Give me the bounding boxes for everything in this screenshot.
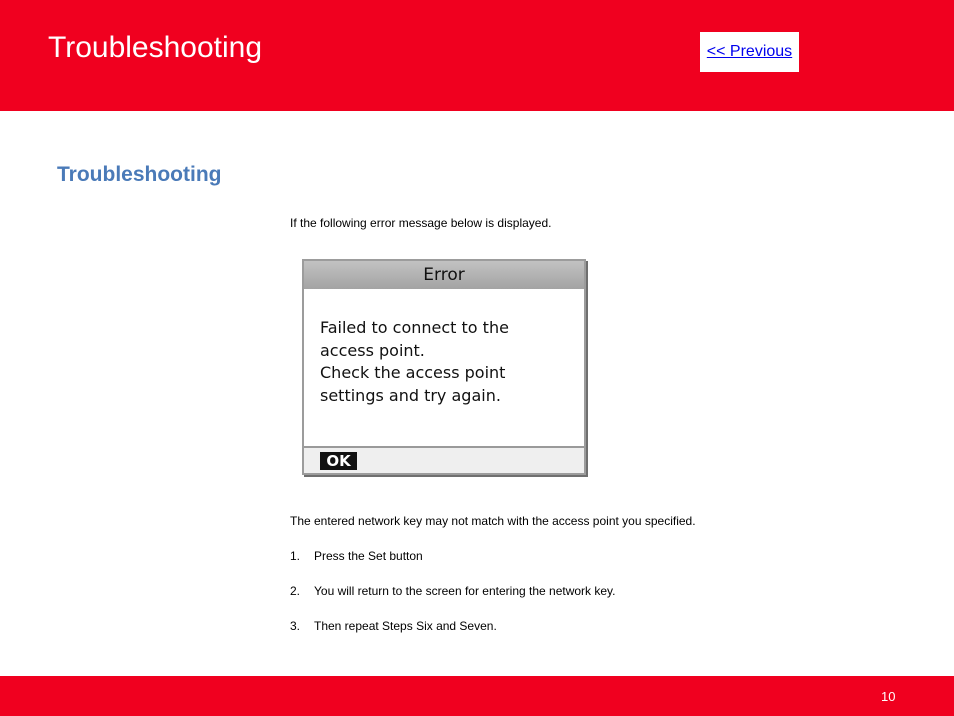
step-item (290, 619, 497, 633)
step-text: Press the Set button (314, 549, 423, 563)
step-number: 2. (290, 584, 301, 598)
explanation-text: The entered network key may not match with the access point you specified. (290, 514, 696, 528)
previous-button-box[interactable] (700, 32, 799, 72)
step-item (290, 549, 423, 563)
error-dialog-screenshot (302, 259, 586, 475)
page-number: 10 (881, 689, 896, 704)
step-number: 1. (290, 549, 301, 563)
ok-button: OK (320, 452, 357, 470)
page-title: Troubleshooting (48, 31, 263, 64)
step-number: 3. (290, 619, 301, 633)
step-item (290, 584, 616, 598)
footer-bar (0, 676, 954, 716)
step-text: You will return to the screen for entering the network key. (314, 584, 616, 598)
dialog-footer (304, 448, 584, 473)
step-text: Then repeat Steps Six and Seven. (314, 619, 497, 633)
header-bar (0, 0, 954, 111)
section-title: Troubleshooting (57, 163, 222, 186)
dialog-message: Failed to connect to the access point. Check the access point settings and try again. (320, 318, 509, 405)
previous-link[interactable]: << Previous (706, 43, 793, 60)
intro-text: If the following error message below is displayed. (290, 216, 552, 230)
dialog-title: Error (304, 261, 584, 289)
